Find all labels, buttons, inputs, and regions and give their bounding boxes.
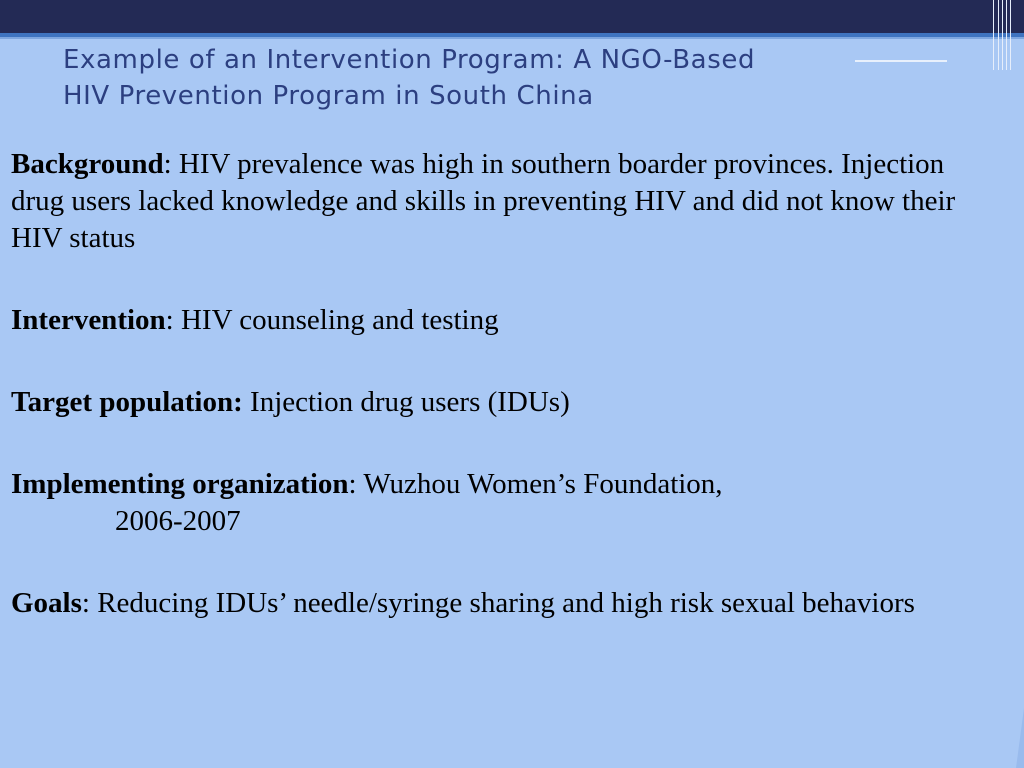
organization-years: 2006-2007: [115, 505, 241, 537]
slide-body: [11, 146, 1001, 667]
goals-paragraph: [11, 585, 1001, 622]
page-curl-decoration: [994, 708, 1024, 768]
top-band: [0, 0, 1024, 33]
slide-title-line-2: HIV Prevention Program in South China: [63, 81, 594, 111]
intervention-paragraph: [11, 302, 1001, 339]
background-label: Background: [11, 148, 164, 180]
organization-paragraph: [11, 466, 1001, 540]
background-text: : HIV prevalence was high in southern boarder provinces. Injection drug users lacked knowledge and skills in preventing HIV and did not know their HIV status: [11, 148, 956, 254]
organization-text: : Wuzhou Women’s Foundation,: [348, 468, 723, 500]
corner-decoration: [984, 0, 1024, 70]
intervention-label: Intervention: [11, 304, 166, 336]
slide-title-line-1: Example of an Intervention Program: A NGO-Based: [63, 45, 756, 75]
target-paragraph: [11, 384, 1001, 421]
target-label: Target population:: [11, 386, 243, 418]
goals-text: : Reducing IDUs’ needle/syringe sharing and high risk sexual behaviors: [81, 587, 915, 619]
background-paragraph: [11, 146, 1001, 257]
slide-title: [63, 42, 943, 114]
organization-label: Implementing organization: [11, 468, 349, 500]
target-text: Injection drug users (IDUs): [242, 386, 570, 418]
top-accent-rule-light: [0, 37, 1024, 39]
goals-label: Goals: [11, 587, 82, 619]
intervention-text: : HIV counseling and testing: [165, 304, 499, 336]
